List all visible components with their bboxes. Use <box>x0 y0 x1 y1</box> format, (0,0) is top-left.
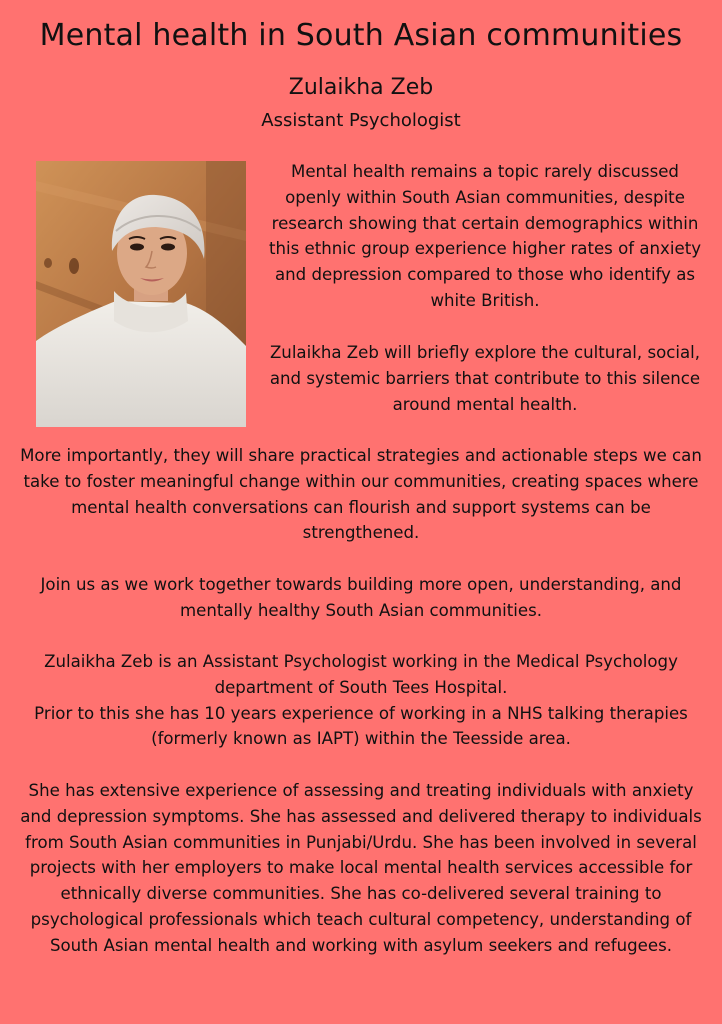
page-title: Mental health in South Asian communities <box>39 18 683 53</box>
intro-paragraph-1: Mental health remains a topic rarely discussed openly within South Asian communities, despite research showing that certain demographics within this ethnic group experience higher rates of anxiety and depression compared to those who identify as white British. <box>268 162 702 310</box>
speaker-role: Assistant Psychologist <box>261 110 461 131</box>
strategies-paragraph: More importantly, they will share practical strategies and actionable steps we can take to foster meaningful change within our communities, creating spaces where mental health conversations can flourish and support systems can be strengthened. <box>20 446 702 543</box>
join-us-paragraph: Join us as we work together towards building more open, understanding, and mentally healthy South Asian communities. <box>40 575 682 620</box>
speaker-portrait-photo <box>36 161 246 427</box>
speaker-name: Zulaikha Zeb <box>288 75 434 100</box>
experience-paragraph: She has extensive experience of assessing and treating individuals with anxiety and depression symptoms. She has assessed and delivered therapy to individuals from South Asian communities in Punjabi/Urdu. She has been involved in several projects with her employers to make local mental health services accessible for ethnically diverse communities. She has co-delivered several training to psychological professionals which teach cultural competency, understanding of South Asian mental health and working with asylum seekers and refugees. <box>20 781 702 955</box>
bio-section <box>14 649 708 752</box>
bio-line-2: Prior to this she has 10 years experience of working in a NHS talking therapies (formerly known as IAPT) within the Teesside area. <box>34 703 688 749</box>
portrait-illustration <box>36 161 246 427</box>
intro-paragraph-2: Zulaikha Zeb will briefly explore the cultural, social, and systemic barriers that contribute to this silence around mental health. <box>269 343 701 414</box>
bio-line-1: Zulaikha Zeb is an Assistant Psychologist working in the Medical Psychology department of South Tees Hospital. <box>44 652 678 697</box>
